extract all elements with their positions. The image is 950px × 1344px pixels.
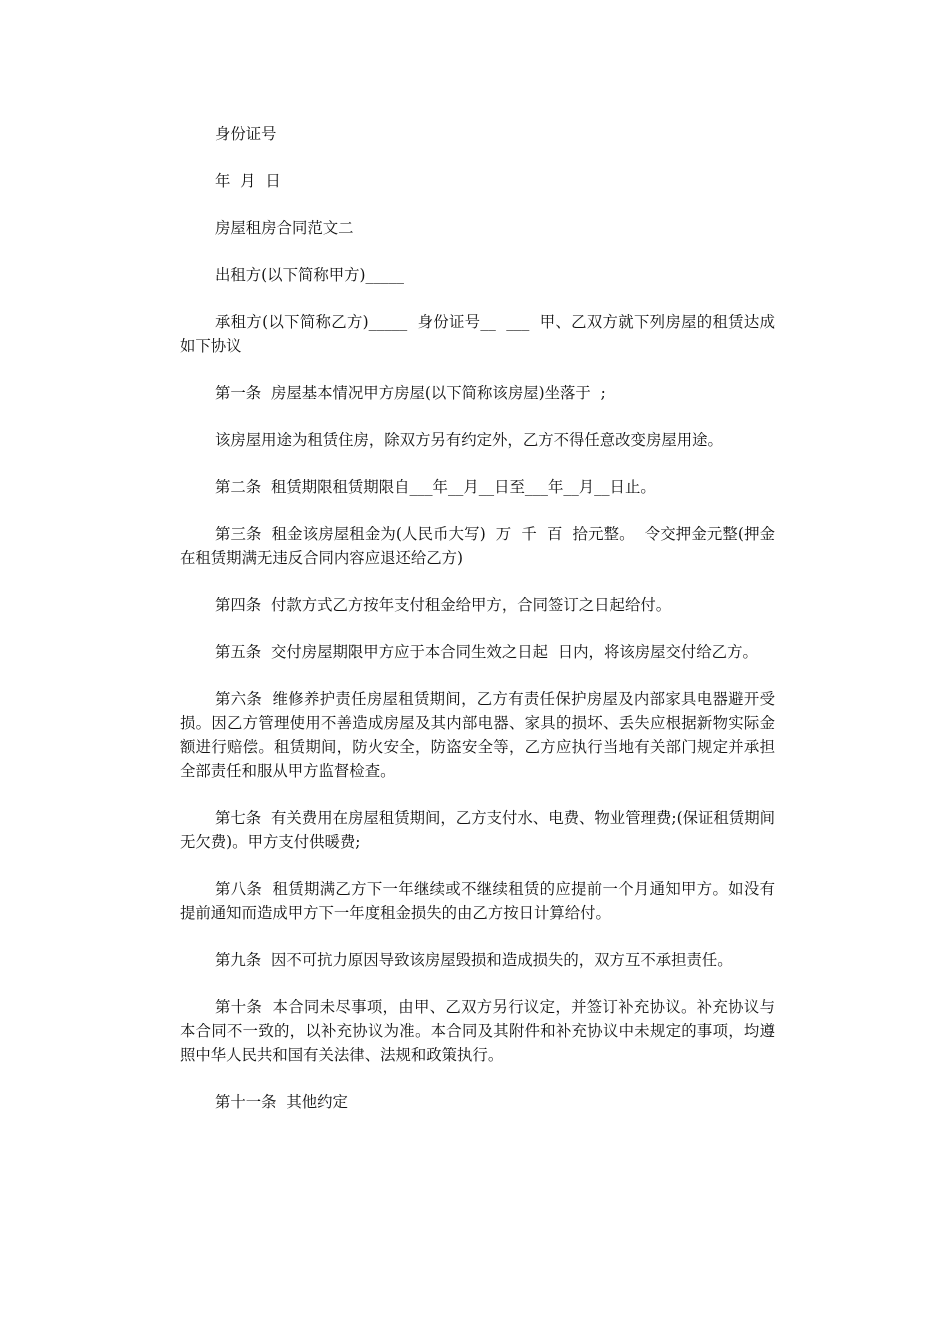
document-page xyxy=(180,122,775,1137)
clause-9: 第九条 因不可抗力原因导致该房屋毁损和造成损失的，双方互不承担责任。 xyxy=(215,951,733,969)
clause-5: 第五条 交付房屋期限甲方应于本合同生效之日起 日内，将该房屋交付给乙方。 xyxy=(215,643,758,661)
clause-3: 第三条 租金该房屋租金为(人民币大写) 万 千 百 拾元整。 令交押金元整(押金在租赁期满无违反合同内容应退还给乙方) xyxy=(180,525,775,567)
clause-1-usage: 该房屋用途为租赁住房，除双方另有约定外，乙方不得任意改变房屋用途。 xyxy=(215,431,723,449)
clause-7: 第七条 有关费用在房屋租赁期间，乙方支付水、电费、物业管理费;(保证租赁期间无欠费)。甲方支付供暖费; xyxy=(180,809,775,851)
date-line: 年 月 日 xyxy=(215,172,281,190)
id-number-line: 身份证号 xyxy=(215,125,277,143)
lessor-line: 出租方(以下简称甲方)_____ xyxy=(215,266,405,284)
clause-2: 第二条 租赁期限租赁期限自___年__月__日至___年__月__日止。 xyxy=(215,478,656,496)
lessee-line: 承租方(以下简称乙方)_____ 身份证号__ ___ 甲、乙双方就下列房屋的租赁达成如下协议 xyxy=(180,313,775,355)
clause-8: 第八条 租赁期满乙方下一年继续或不继续租赁的应提前一个月通知甲方。如没有提前通知而造成甲方下一年度租金损失的由乙方按日计算给付。 xyxy=(180,880,775,922)
contract-title: 房屋租房合同范文二 xyxy=(215,219,354,237)
clause-6: 第六条 维修养护责任房屋租赁期间，乙方有责任保护房屋及内部家具电器避开受损。因乙方管理使用不善造成房屋及其内部电器、家具的损坏、丢失应根据新物实际金额进行赔偿。租赁期间，防火安全，防盗安全等，乙方应执行当地有关部门规定并承担全部责任和服从甲方监督检查。 xyxy=(180,690,775,780)
clause-10: 第十条 本合同未尽事项，由甲、乙双方另行议定，并签订补充协议。补充协议与本合同不一致的，以补充协议为准。本合同及其附件和补充协议中未规定的事项，均遵照中华人民共和国有关法律、法规和政策执行。 xyxy=(180,998,775,1064)
clause-1: 第一条 房屋基本情况甲方房屋(以下简称该房屋)坐落于 ; xyxy=(215,384,606,402)
clause-4: 第四条 付款方式乙方按年支付租金给甲方，合同签订之日起给付。 xyxy=(215,596,672,614)
clause-11: 第十一条 其他约定 xyxy=(215,1093,348,1111)
